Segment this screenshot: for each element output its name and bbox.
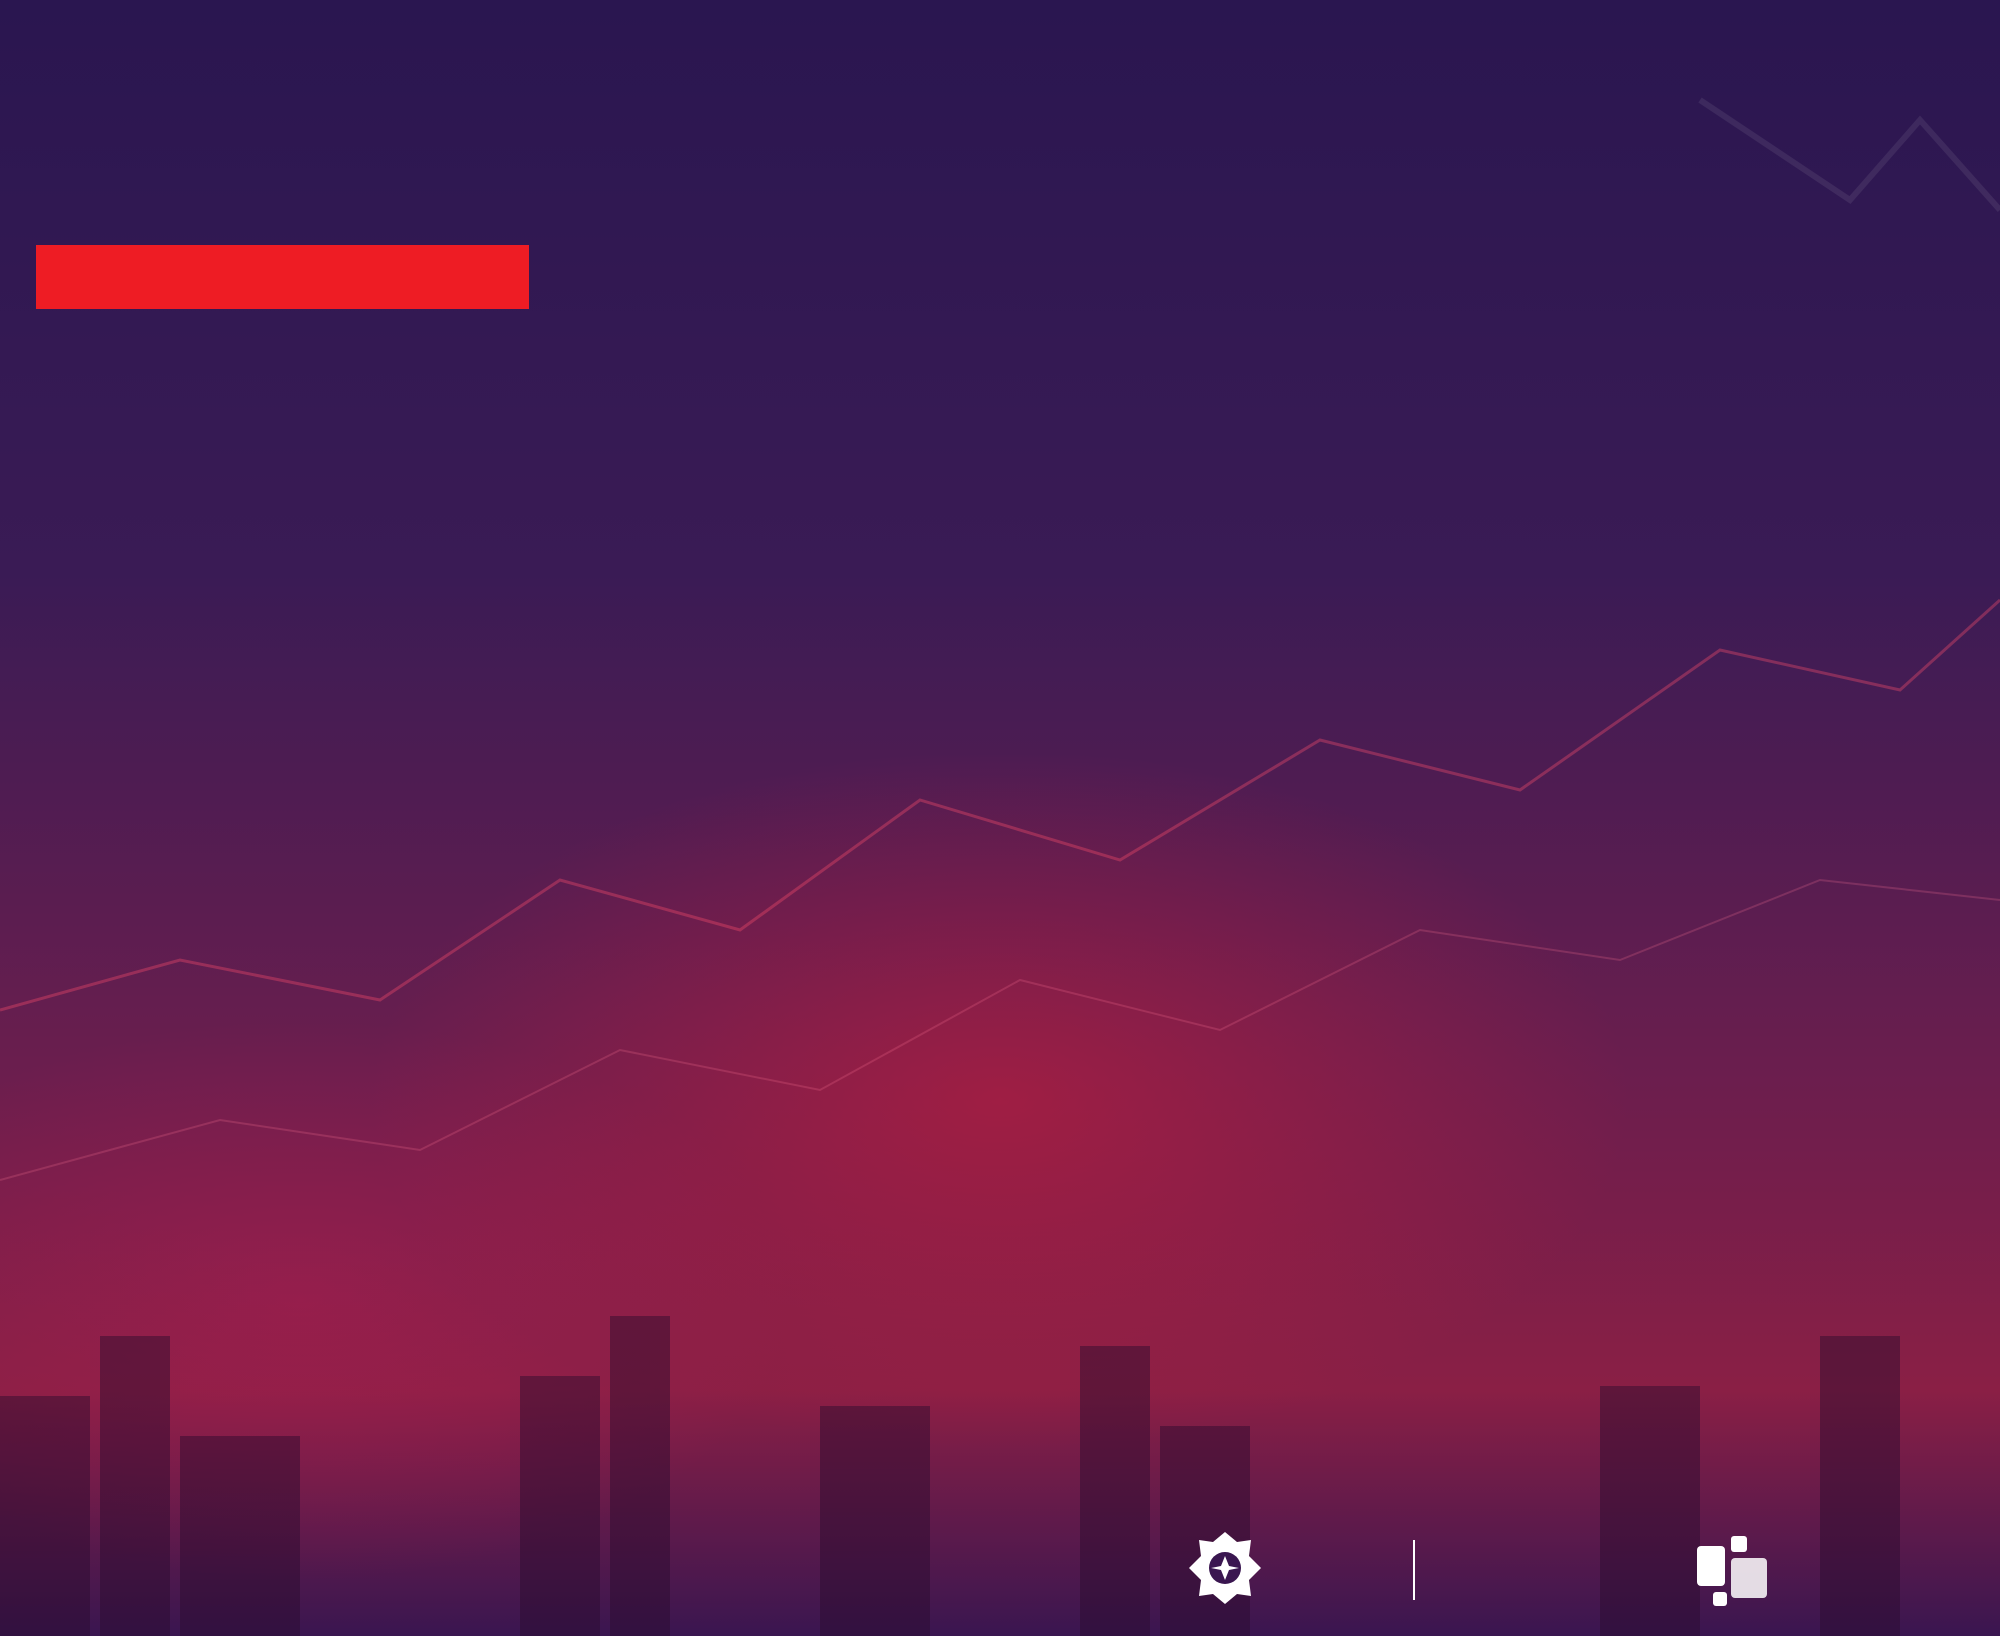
logo-divider xyxy=(1413,1540,1415,1600)
schedule-badge xyxy=(36,245,529,309)
header xyxy=(0,40,2000,156)
footer-logos xyxy=(0,1520,2000,1636)
module-grid xyxy=(33,353,1966,1489)
universidad-rosario-crest-icon xyxy=(1185,1528,1265,1608)
page-title xyxy=(0,40,2000,152)
consejo-profesional-logo-icon xyxy=(1693,1530,1773,1610)
